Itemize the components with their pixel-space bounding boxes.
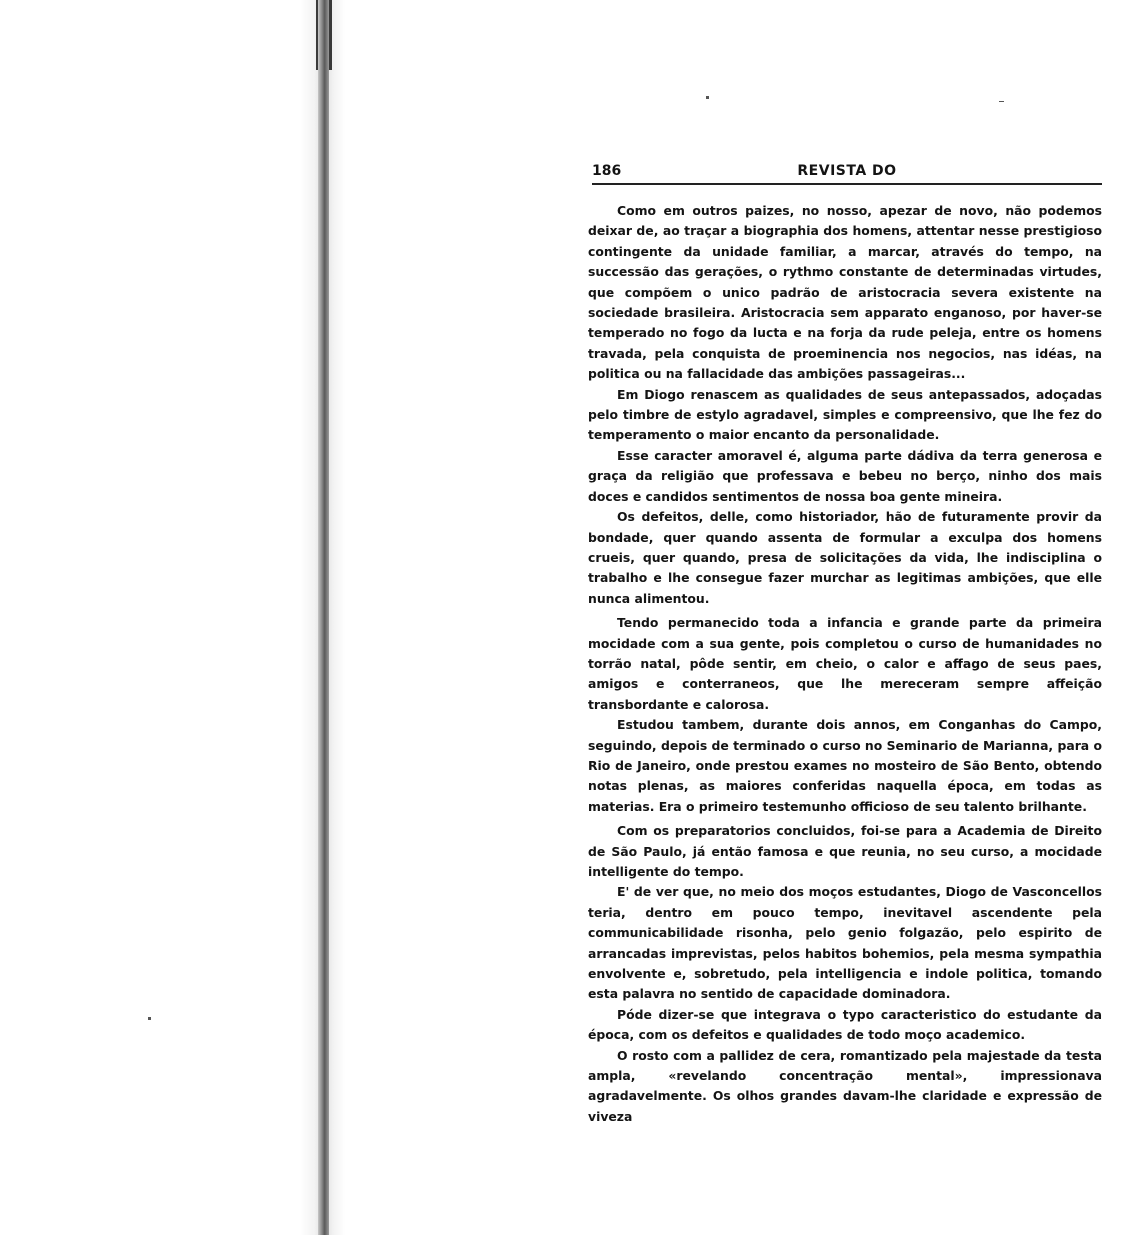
running-head: REVISTA DO xyxy=(797,163,897,179)
paragraph: O rosto com a pallidez de cera, romantizado pela majestade da testa ampla, «revelando concentração mental», impressionava agradavelmente. Os olhos grandes davam-lhe claridade e expressão de viveza xyxy=(588,1047,1102,1124)
paragraph: Estudou tambem, durante dois annos, em Conganhas do Campo, seguindo, depois de terminado o curso no Seminario de Marianna, para o Rio de Janeiro, onde prestou exames no mosteiro de São Bento, obtendo notas plenas, as maiores conferidas naquella época, em todas as materias. Era o primeiro testemunho officioso de seu talento brilhante. xyxy=(588,717,1102,814)
dust-speck xyxy=(706,96,709,99)
paragraph: Esse caracter amoravel é, alguma parte dádiva da terra generosa e graça da religião que professava e bebeu no berço, ninho dos mais doces e candidos sentimentos de nossa boa gente mineira. xyxy=(588,447,1102,504)
paragraph: Tendo permanecido toda a infancia e grande parte da primeira mocidade com a sua gente, pois completou o curso de humanidades no torrão natal, pôde sentir, em cheio, o calor e affago de seus paes, amigos e conterraneos, que lhe mereceram sempre affeição transbordante e calorosa. xyxy=(588,615,1102,712)
paragraph: Em Diogo renascem as qualidades de seus antepassados, adoçadas pelo timbre de estylo agradavel, simples e compreensivo, que lhe fez do temperamento o maior encanto da personalidade. xyxy=(588,386,1102,443)
paragraph: E' de ver que, no meio dos moços estudantes, Diogo de Vasconcellos teria, dentro em pouco tempo, inevitavel ascendente pela communicabilidade risonha, pelo genio folgazão, pelo espirito de arrancadas imprevistas, pelos habitos bohemios, pela mesma sympathia envolvente e, sobretudo, pela intelligencia e indole politica, tomando esta palavra no sentido de capacidade dominadora. xyxy=(588,884,1102,1002)
dust-speck xyxy=(999,101,1004,102)
page-number: 186 xyxy=(592,163,622,179)
paragraph: Póde dizer-se que integrava o typo caracteristico do estudante da época, com os defeitos e qualidades de todo moço academico. xyxy=(588,1006,1102,1043)
binding-shadow xyxy=(300,0,360,1235)
body-text xyxy=(588,201,1102,1127)
paragraph: Os defeitos, delle, como historiador, hão de futuramente provir da bondade, quer quando assenta de formular a exculpa dos homens crueis, quer quando, presa de solicitações da vida, lhe indisciplina o trabalho e lhe consegue fazer murchar as legitimas ambições, que elle nunca alimentou. xyxy=(588,509,1102,606)
paragraph: Com os preparatorios concluidos, foi-se para a Academia de Direito de São Paulo, já então famosa e que reunia, no seu curso, a mocidade intelligente do tempo. xyxy=(588,823,1102,879)
dust-speck xyxy=(148,1017,151,1020)
paragraph: Como em outros paizes, no nosso, apezar de novo, não podemos deixar de, ao traçar a biographia dos homens, attentar nesse prestigioso contingente da unidade familiar, a marcar, através do tempo, na successão das gerações, o rythmo constante de determinadas virtudes, que compõem o unico padrão de aristocracia severa existente na sociedade brasileira. Aristocracia sem apparato enganoso, por haver-se temperado no fogo da lucta e na forja da rude peleja, entre os homens travada, pela conquista de proeminencia nos negocios, nas idéas, na politica ou na fallacidade das ambições passageiras... xyxy=(588,203,1102,382)
page-gutter xyxy=(318,0,329,1235)
page-header xyxy=(592,161,1102,185)
